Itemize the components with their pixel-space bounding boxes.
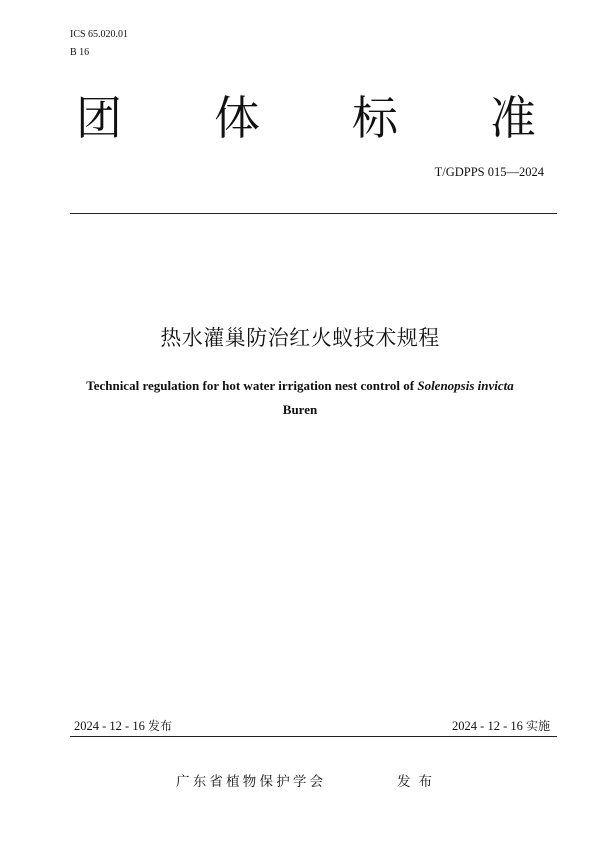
- title-english-species: Solenopsis invicta: [417, 378, 514, 393]
- issue-date-block: [74, 717, 172, 735]
- top-divider: [70, 213, 557, 214]
- title-english-line-1: [40, 374, 560, 398]
- standard-kind-char: 标: [352, 91, 398, 145]
- implement-date: 2024 - 12 - 16: [452, 719, 523, 733]
- standard-kind-heading: [76, 88, 536, 148]
- implement-label: 实施: [525, 719, 550, 733]
- bottom-divider: [70, 736, 557, 737]
- issue-date: 2024 - 12 - 16: [74, 719, 145, 733]
- title-chinese: 热水灌巢防治红火蚁技术规程: [160, 326, 440, 350]
- standard-kind-char: 团: [76, 91, 122, 145]
- standard-number: T/GDPPS 015—2024: [434, 165, 544, 179]
- standard-kind-char: 准: [490, 91, 536, 145]
- title-english-main: Technical regulation for hot water irrigation nest control of: [86, 378, 415, 393]
- title-english-author: Buren: [282, 402, 318, 417]
- ics-code: ICS 65.020.01: [70, 29, 129, 40]
- issue-label: 发布: [147, 719, 172, 733]
- publisher-name: 广东省植物保护学会: [176, 774, 327, 790]
- title-english: [40, 374, 560, 422]
- publish-label: 发布: [397, 774, 440, 790]
- implement-date-block: [452, 717, 550, 735]
- classification-code: B 16: [70, 47, 90, 58]
- standard-kind-char: 体: [214, 91, 260, 145]
